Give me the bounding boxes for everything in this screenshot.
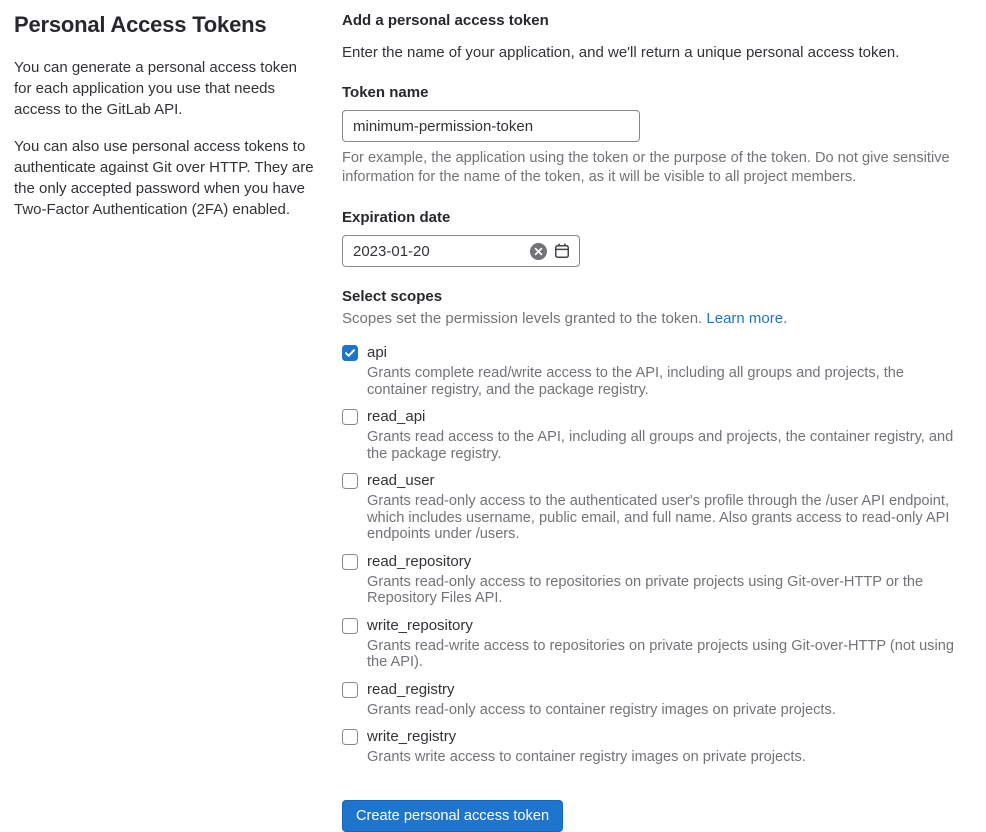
scope-label-write-repository[interactable]: write_repository bbox=[367, 616, 473, 634]
scopes-help bbox=[342, 310, 962, 327]
scope-label-read-repository[interactable]: read_repository bbox=[367, 552, 472, 570]
calendar-icon[interactable] bbox=[554, 243, 570, 259]
scopes-help-text: Scopes set the permission levels granted to the token. bbox=[342, 310, 703, 327]
settings-description-column bbox=[14, 12, 314, 832]
scope-description-read-repository: Grants read-only access to repositories on private projects using Git-over-HTTP or the Repository Files API. bbox=[367, 573, 924, 606]
checkbox-read-registry[interactable] bbox=[342, 682, 358, 698]
select-scopes-label: Select scopes bbox=[342, 288, 443, 305]
scope-row-read-registry bbox=[342, 680, 962, 719]
scope-description-api: Grants complete read/write access to the API, including all groups and projects, the container registry, and the package registry. bbox=[367, 365, 905, 398]
scope-description-read-registry: Grants read-only access to container registry images on private projects. bbox=[367, 701, 836, 718]
checkbox-api[interactable] bbox=[342, 345, 358, 361]
learn-more-link[interactable]: Learn more. bbox=[706, 310, 788, 327]
form-heading: Add a personal access token bbox=[342, 12, 549, 29]
scope-description-read-user: Grants read-only access to the authenticated user's profile through the /user API endpoint, which includes username, public email, and full name. Also grants access to read-only API endpoints under /users. bbox=[367, 493, 950, 542]
checkbox-write-registry[interactable] bbox=[342, 729, 358, 745]
token-name-input[interactable] bbox=[342, 110, 640, 142]
create-token-button[interactable]: Create personal access token bbox=[342, 800, 563, 832]
scope-row-write-registry bbox=[342, 727, 962, 766]
token-name-label: Token name bbox=[342, 84, 429, 101]
checkbox-read-user[interactable] bbox=[342, 473, 358, 489]
page-title: Personal Access Tokens bbox=[14, 12, 267, 37]
scope-row-write-repository bbox=[342, 616, 962, 671]
check-icon bbox=[345, 349, 355, 357]
checkbox-write-repository[interactable] bbox=[342, 618, 358, 634]
scope-row-read-api bbox=[342, 407, 962, 462]
checkbox-read-api[interactable] bbox=[342, 409, 358, 425]
scope-label-write-registry[interactable]: write_registry bbox=[367, 728, 457, 745]
scope-description-read-api: Grants read access to the API, including all groups and projects, the container registry, and the package registry. bbox=[367, 429, 954, 462]
add-token-form bbox=[342, 12, 962, 832]
scope-label-api[interactable]: api bbox=[367, 344, 388, 361]
scope-description-write-registry: Grants write access to container registry images on private projects. bbox=[367, 749, 806, 765]
expiration-date-field bbox=[342, 235, 580, 267]
scope-label-read-api[interactable]: read_api bbox=[367, 408, 426, 425]
scope-description-write-repository: Grants read-write access to repositories on private projects using Git-over-HTTP (not using the API). bbox=[367, 637, 954, 670]
scope-row-api bbox=[342, 343, 962, 398]
expiration-date-label: Expiration date bbox=[342, 209, 451, 226]
scope-label-read-registry[interactable]: read_registry bbox=[367, 680, 455, 698]
scope-label-read-user[interactable]: read_user bbox=[367, 472, 435, 489]
scope-row-read-repository bbox=[342, 552, 962, 607]
scope-list bbox=[342, 343, 962, 766]
page-description-1: You can generate a personal access token for each application you use that needs access to the GitLab API. bbox=[14, 59, 297, 118]
token-name-help: For example, the application using the token or the purpose of the token. Do not give sensitive information for the name of the token, as it will be visible to all project members. bbox=[342, 150, 950, 185]
page-description-2: You can also use personal access tokens to authenticate against Git over HTTP. They are the only accepted password when you have Two-Factor Authentication (2FA) enabled. bbox=[14, 138, 314, 218]
clear-date-icon[interactable] bbox=[530, 243, 547, 260]
checkbox-read-repository[interactable] bbox=[342, 554, 358, 570]
scope-row-read-user bbox=[342, 471, 962, 543]
form-intro: Enter the name of your application, and we'll return a unique personal access token. bbox=[342, 44, 900, 61]
